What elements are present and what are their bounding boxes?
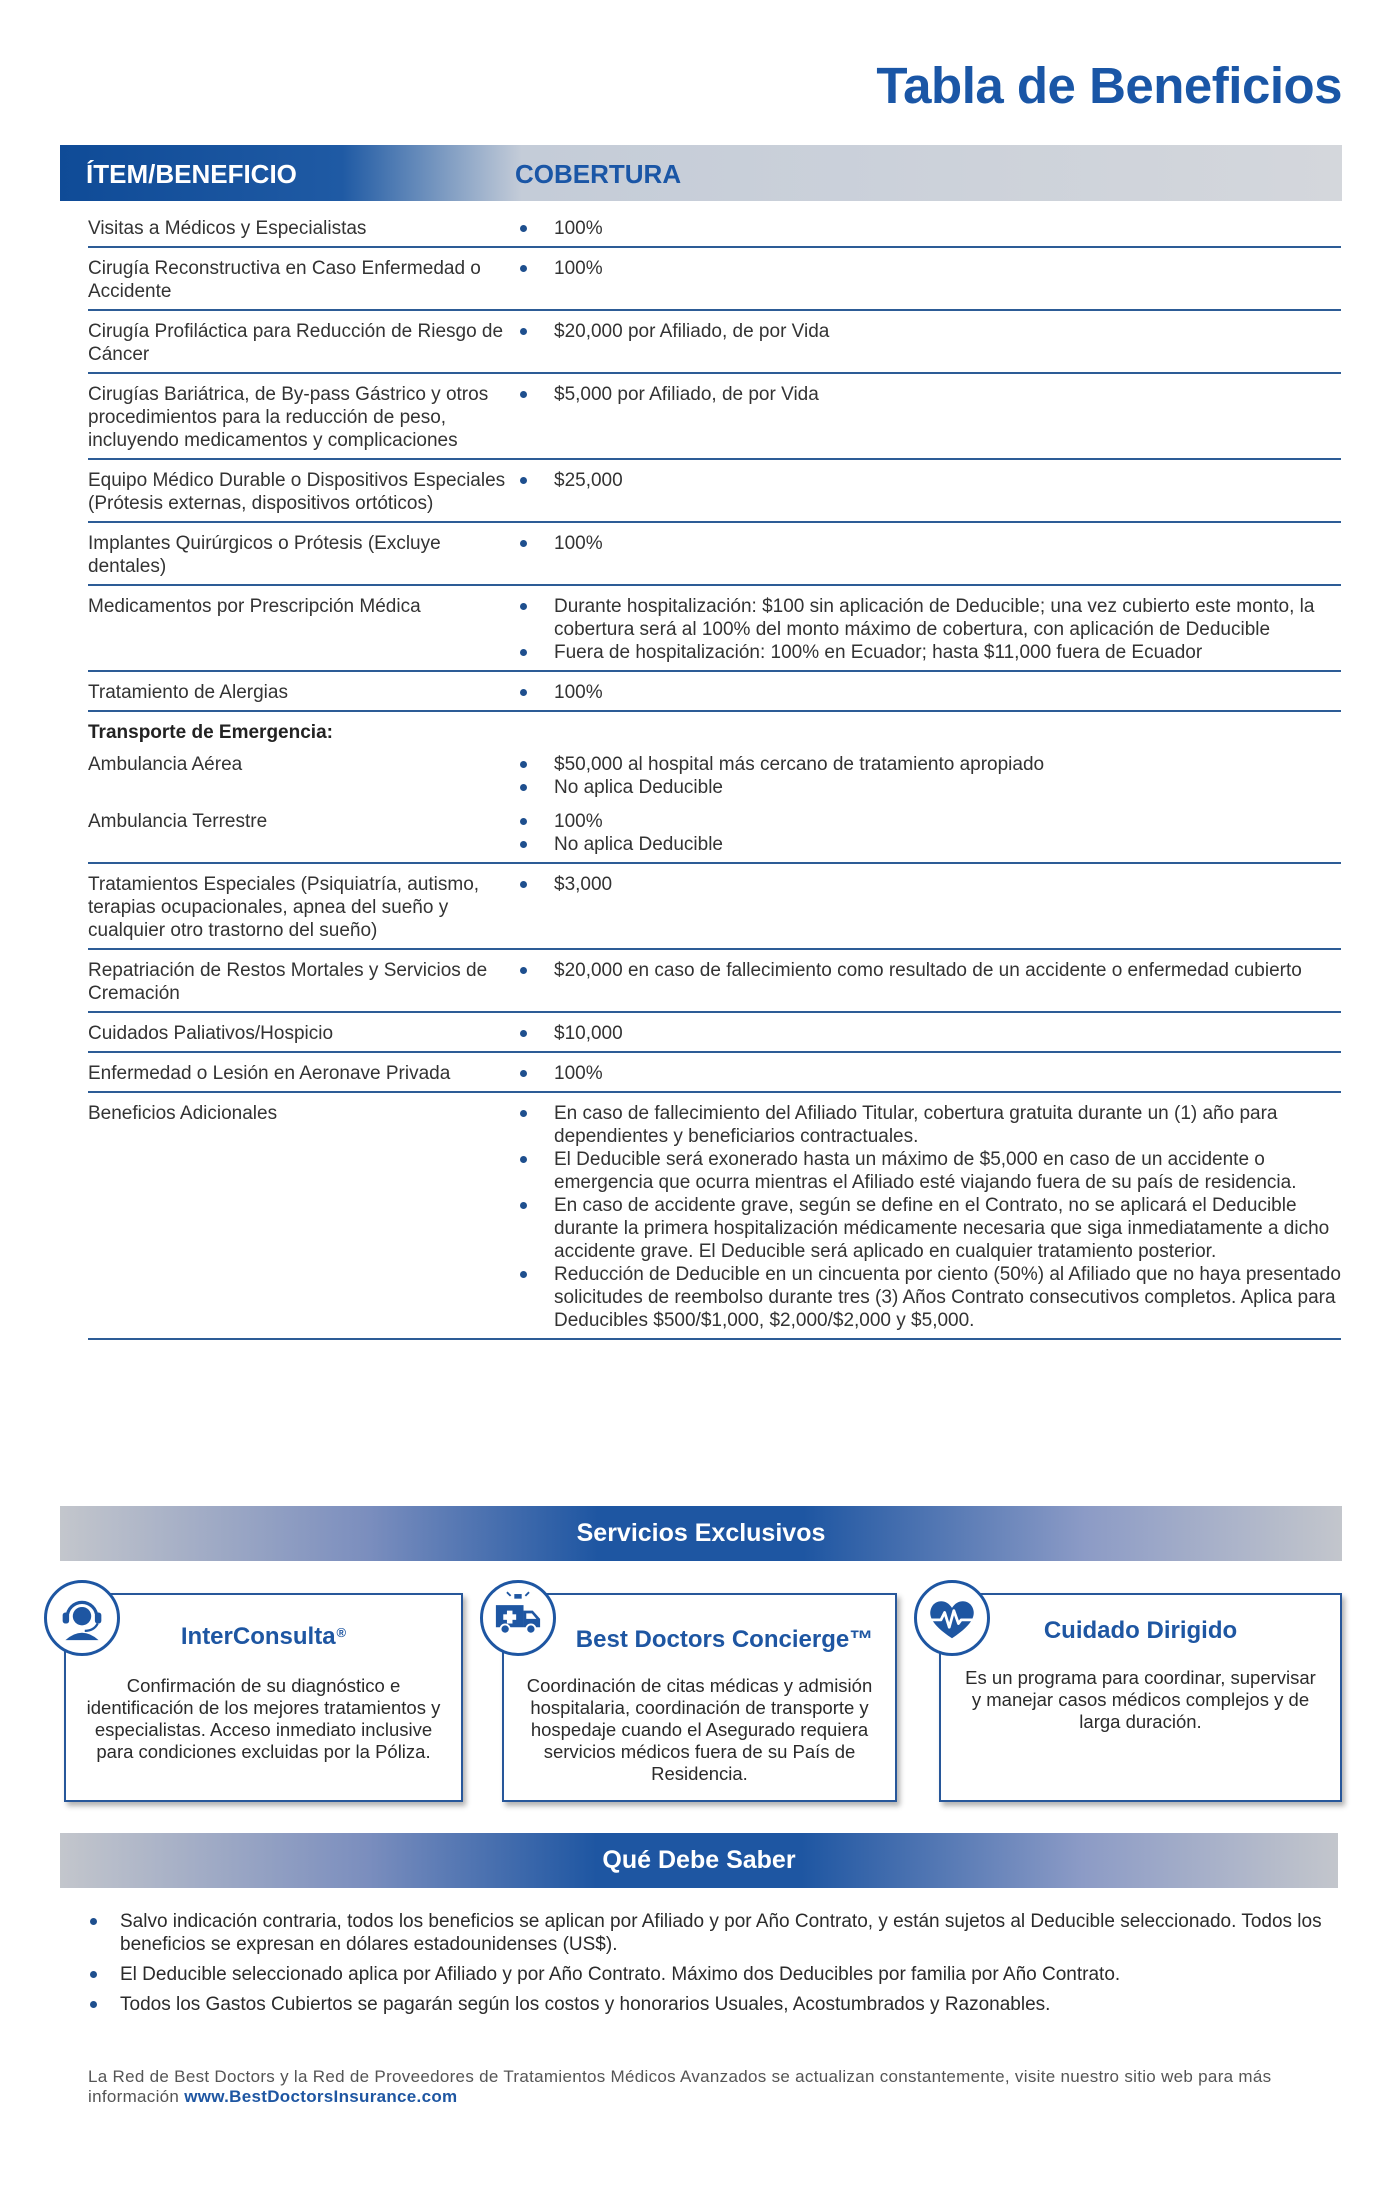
benefit-item: Implantes Quirúrgicos o Prótesis (Excluye dentales) (88, 533, 441, 577)
coverage-value: $20,000 por Afiliado, de por Vida (515, 320, 1341, 343)
card-body: Confirmación de su diagnóstico e identificación de los mejores tratamientos y especialistas. Acceso inmediato inclusive para condiciones excluidas por la Póliza. (86, 1675, 441, 1762)
know-band: Qué Debe Saber (60, 1833, 1338, 1888)
coverage-value: $50,000 al hospital más cercano de tratamiento apropiado (515, 753, 1341, 776)
card-title: InterConsulta® (180, 1623, 347, 1650)
coverage-value: 100% (515, 681, 1341, 704)
headset-agent-icon (44, 1580, 120, 1656)
table-row (88, 1053, 1341, 1093)
benefit-item: Cirugía Profiláctica para Reducción de Riesgo de Cáncer (88, 321, 504, 365)
footer-note (88, 2067, 1338, 2107)
coverage-value: $25,000 (515, 469, 1341, 492)
registered-mark: ® (336, 1625, 347, 1640)
coverage-value: 100% (515, 1062, 1341, 1085)
table-row (88, 586, 1341, 672)
card-body: Es un programa para coordinar, supervisar y manejar casos médicos complejos y de larga duración. (965, 1667, 1316, 1732)
service-card-concierge (502, 1593, 897, 1802)
heart-pulse-icon (914, 1580, 990, 1656)
benefit-item: Cirugía Reconstructiva en Caso Enfermedad o Accidente (88, 258, 481, 302)
header-coverage: COBERTURA (515, 159, 682, 189)
table-row (88, 1093, 1341, 1340)
table-row (88, 460, 1341, 523)
coverage-value: El Deducible será exonerado hasta un máximo de $5,000 en caso de un accidente o emergencia que ocurra mientras el Afiliado esté viajando fuera de su país de residencia. (515, 1148, 1341, 1194)
coverage-value: $20,000 en caso de fallecimiento como resultado de un accidente o enfermedad cubierto (515, 959, 1341, 982)
coverage-value: En caso de accidente grave, según se define en el Contrato, no se aplicará el Deducible durante la primera hospitalización médicamente necesaria que siga inmediatamente a dicho accidente grave. El Deducible será aplicado en cualquier tratamiento posterior. (515, 1194, 1341, 1263)
services-band: Servicios Exclusivos (60, 1506, 1342, 1561)
coverage-value: Durante hospitalización: $100 sin aplicación de Deducible; una vez cubierto este monto, la cobertura será al 100% del monto máximo de cobertura, con aplicación de Deducible (515, 595, 1341, 641)
table-row (88, 672, 1341, 712)
section-heading: Transporte de Emergencia: (88, 722, 333, 743)
know-list (88, 1910, 1338, 2023)
table-row (88, 864, 1341, 950)
benefit-item: Medicamentos por Prescripción Médica (88, 596, 421, 617)
benefit-item: Repatriación de Restos Mortales y Servicios de Cremación (88, 960, 488, 1004)
list-item: Salvo indicación contraria, todos los beneficios se aplican por Afiliado y por Año Contrato, y están sujetos al Deducible seleccionado. Todos los beneficios se expresan en dólares estadounidenses (US$). (88, 1910, 1338, 1956)
benefit-item: Tratamiento de Alergias (88, 682, 288, 703)
footer-text: La Red de Best Doctors y la Red de Proveedores de Tratamientos Médicos Avanzados se actualizan constantemente, visite nuestro sitio web para más información (88, 2067, 1272, 2106)
benefits-table-header (60, 145, 1342, 201)
coverage-value: No aplica Deducible (515, 833, 1341, 856)
website-link[interactable]: www.BestDoctorsInsurance.com (184, 2087, 458, 2106)
benefit-item: Equipo Médico Durable o Dispositivos Especiales (Prótesis externas, dispositivos ortóticos) (88, 470, 506, 514)
card-body: Coordinación de citas médicas y admisión hospitalaria, coordinación de transporte y hospedaje cuando el Asegurado requiera servicios médicos fuera de su País de Residencia. (526, 1675, 873, 1784)
benefit-item: Enfermedad o Lesión en Aeronave Privada (88, 1063, 451, 1084)
coverage-value: En caso de fallecimiento del Afiliado Titular, cobertura gratuita durante un (1) año para dependientes y beneficiarios contractuales. (515, 1102, 1341, 1148)
list-item: Todos los Gastos Cubiertos se pagarán según los costos y honorarios Usuales, Acostumbrados y Razonables. (88, 1993, 1338, 2016)
coverage-value: 100% (515, 532, 1341, 555)
service-card-interconsulta (64, 1593, 463, 1802)
table-row (88, 523, 1341, 586)
table-row (88, 208, 1341, 248)
benefit-item: Cirugías Bariátrica, de By-pass Gástrico y otros procedimientos para la reducción de peso, incluyendo medicamentos y complicaciones (88, 384, 489, 451)
benefit-item: Visitas a Médicos y Especialistas (88, 218, 367, 239)
table-section-heading (88, 712, 1341, 744)
table-row (88, 311, 1341, 374)
coverage-value: Fuera de hospitalización: 100% en Ecuador; hasta $11,000 fuera de Ecuador (515, 641, 1341, 664)
ambulance-icon (480, 1580, 556, 1656)
table-row (88, 1013, 1341, 1053)
table-row (88, 248, 1341, 311)
coverage-value: $10,000 (515, 1022, 1341, 1045)
table-row (88, 374, 1341, 460)
list-item: El Deducible seleccionado aplica por Afiliado y por Año Contrato. Máximo dos Deducibles por familia por Año Contrato. (88, 1963, 1338, 1986)
page-title: Tabla de Beneficios (876, 57, 1342, 114)
benefit-item: Ambulancia Aérea (88, 754, 243, 775)
benefit-item: Beneficios Adicionales (88, 1103, 278, 1124)
coverage-value: 100% (515, 810, 1341, 833)
table-row (88, 744, 1341, 801)
benefit-item: Cuidados Paliativos/Hospicio (88, 1023, 334, 1044)
benefit-item: Tratamientos Especiales (Psiquiatría, autismo, terapias ocupacionales, apnea del sueño y cualquier otro trastorno del sueño) (88, 874, 480, 941)
service-card-cuidado-dirigido (939, 1593, 1342, 1802)
table-row (88, 801, 1341, 864)
benefit-item: Ambulancia Terrestre (88, 811, 268, 832)
coverage-value: Reducción de Deducible en un cincuenta por ciento (50%) al Afiliado que no haya presentado solicitudes de reembolso durante tres (3) Años Contrato consecutivos completos. Aplica para Deducibles $500/$1,000, $2,000/$2,000 y $5,000. (515, 1263, 1341, 1332)
coverage-value: No aplica Deducible (515, 776, 1341, 799)
header-item: ÍTEM/BENEFICIO (86, 159, 297, 189)
coverage-value: 100% (515, 217, 1341, 240)
card-title: Best Doctors Concierge™ (575, 1626, 874, 1653)
coverage-value: $3,000 (515, 873, 1341, 896)
coverage-value: 100% (515, 257, 1341, 280)
coverage-value: $5,000 por Afiliado, de por Vida (515, 383, 1341, 406)
card-title: Cuidado Dirigido (1043, 1617, 1238, 1644)
benefits-table (88, 208, 1341, 1340)
table-row (88, 950, 1341, 1013)
